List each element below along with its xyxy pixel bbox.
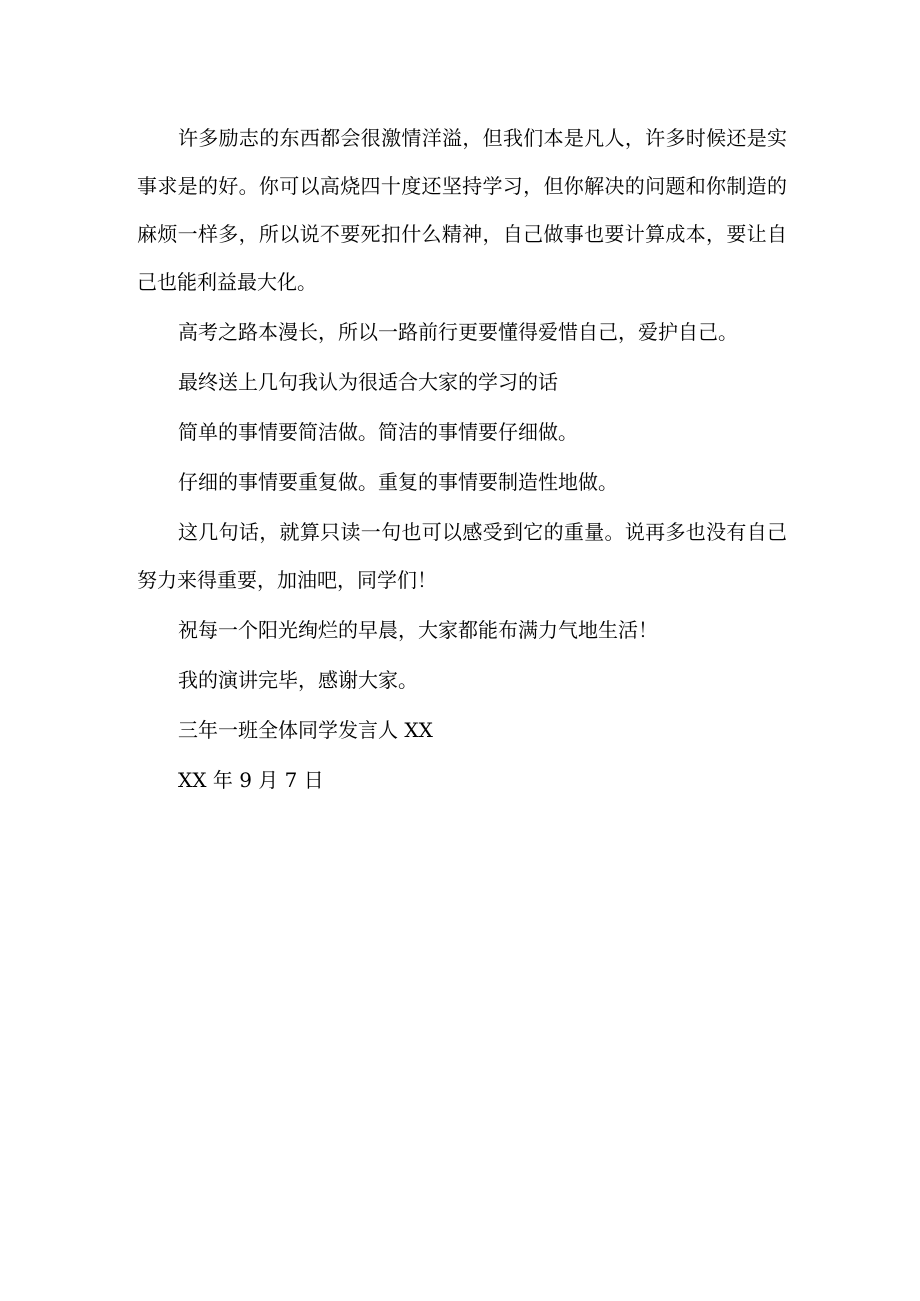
document-body: [137, 114, 787, 804]
paragraph-motto-1: 简单的事情要简洁做。简洁的事情要仔细做。: [178, 420, 578, 444]
paragraph-wishes: 祝每一个阳光绚烂的早晨，大家都能布满力气地生活！: [178, 618, 658, 642]
paragraph-closing-intro: 最终送上几句我认为很适合大家的学习的话: [178, 370, 558, 394]
paragraph-encouragement: 这几句话，就算只读一句也可以感受到它的重量。说再多也没有自己努力来得重要，加油吧，同学们！: [137, 520, 787, 592]
signature-date: XX 年 9 月 7 日: [178, 768, 324, 792]
paragraph-thanks: 我的演讲完毕，感谢大家。: [178, 668, 418, 692]
signature-speaker: 三年一班全体同学发言人 XX: [178, 718, 433, 742]
paragraph-gaokao-road: 高考之路本漫长，所以一路前行更要懂得爱惜自己，爱护自己。: [178, 320, 738, 344]
paragraph-motto-2: 仔细的事情要重复做。重复的事情要制造性地做。: [178, 470, 618, 494]
paragraph-inspiration: 许多励志的东西都会很激情洋溢，但我们本是凡人，许多时候还是实事求是的好。你可以高烧四十度还坚持学习，但你解决的问题和你制造的麻烦一样多，所以说不要死扣什么精神，自己做事也要计算成本，要让自己也能利益最大化。: [137, 126, 787, 294]
